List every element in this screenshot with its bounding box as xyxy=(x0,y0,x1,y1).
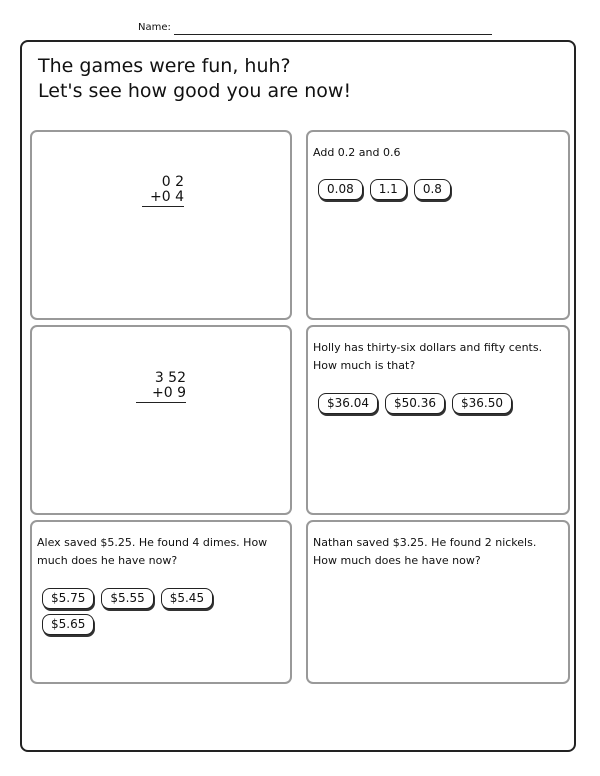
problem-rule xyxy=(136,402,186,403)
answer-option[interactable]: $5.45 xyxy=(161,588,213,609)
problem-bottom-number: +0 4 xyxy=(150,189,184,205)
answer-option[interactable]: $36.04 xyxy=(318,393,378,414)
answer-option[interactable]: 0.08 xyxy=(318,179,363,200)
problem-top-number: 3 52 xyxy=(154,370,186,386)
card-question-4 xyxy=(306,520,570,684)
problem-rule xyxy=(142,206,184,207)
answer-option[interactable]: $36.50 xyxy=(452,393,512,414)
answer-options xyxy=(318,179,451,200)
card-problem-2 xyxy=(30,325,292,515)
card-question-3 xyxy=(30,520,292,684)
answer-options xyxy=(42,588,252,635)
name-label: Name: xyxy=(138,22,171,33)
question-text: Alex saved $5.25. He found 4 dimes. How much does he have now? xyxy=(37,536,268,567)
title-line-2: Let's see how good you are now! xyxy=(38,80,352,102)
answer-option[interactable]: $5.55 xyxy=(101,588,153,609)
problem-top-number: 0 2 xyxy=(161,174,184,190)
card-problem-1 xyxy=(30,130,292,320)
answer-option[interactable]: 1.1 xyxy=(370,179,407,200)
answer-option[interactable]: $5.75 xyxy=(42,588,94,609)
worksheet-title xyxy=(38,54,351,104)
name-line[interactable] xyxy=(174,34,492,35)
question-text: Nathan saved $3.25. He found 2 nickels. How much does he have now? xyxy=(313,536,537,567)
question-text: Add 0.2 and 0.6 xyxy=(313,146,401,159)
answer-option[interactable]: $50.36 xyxy=(385,393,445,414)
answer-options xyxy=(318,393,512,414)
card-question-1 xyxy=(306,130,570,320)
answer-option[interactable]: 0.8 xyxy=(414,179,451,200)
title-line-1: The games were fun, huh? xyxy=(38,55,291,77)
addition-problem xyxy=(136,371,186,403)
question-text: Holly has thirty-six dollars and fifty cents. How much is that? xyxy=(313,341,543,372)
answer-option[interactable]: $5.65 xyxy=(42,614,94,635)
addition-problem xyxy=(142,175,184,207)
problem-bottom-number: +0 9 xyxy=(152,385,186,401)
card-question-2 xyxy=(306,325,570,515)
